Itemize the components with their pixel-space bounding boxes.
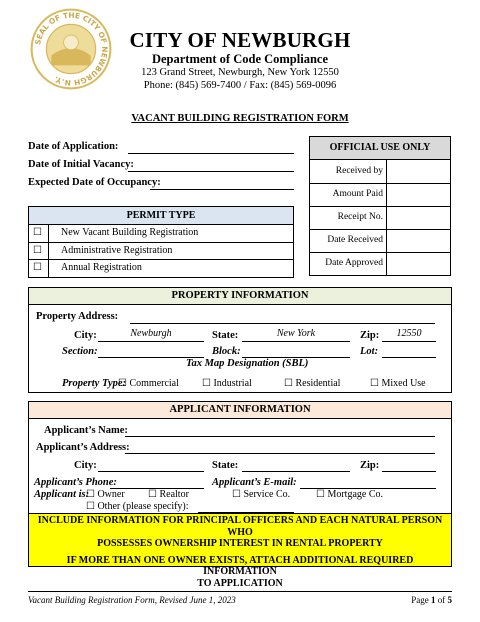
footer-page-number (392, 595, 452, 605)
property-type-commercial[interactable]: ☐ Commercial (118, 378, 179, 389)
applicant-zip-label: Zip: (360, 460, 380, 471)
department-name: Department of Code Compliance (151, 52, 328, 66)
applicant-role-mortgage-co[interactable]: ☐ Mortgage Co. (316, 489, 384, 500)
permit-admin-label: Administrative Registration (61, 245, 173, 256)
department-phone: Phone: (845) 569-7400 / Fax: (845) 569-0096 (143, 80, 337, 91)
seal-ring-text: SEAL OF THE CITY OF NEWBURGH N.Y. (33, 10, 110, 88)
applicant-role-owner[interactable]: ☐ Owner (86, 489, 125, 500)
footer-form-name: Vacant Building Registration Form, Revised June 1, 2023 (28, 595, 236, 605)
applicant-state-label: State: (212, 460, 239, 471)
applicant-city-field[interactable] (98, 471, 204, 472)
official-row-date-approved: Date Approved (325, 258, 383, 268)
property-zip-field[interactable] (382, 341, 436, 342)
applicant-role-service-co[interactable]: ☐ Service Co. (232, 489, 291, 500)
official-use-heading: OFFICIAL USE ONLY (309, 136, 451, 160)
property-address-label: Property Address: (36, 311, 119, 322)
applicant-zip-field[interactable] (382, 471, 436, 472)
property-block-label: Block: (212, 346, 241, 357)
property-type-mixed-use[interactable]: ☐ Mixed Use (370, 378, 426, 389)
applicant-address-field[interactable] (125, 453, 435, 454)
date-application-label: Date of Application: (28, 141, 119, 152)
applicant-name-field[interactable] (125, 436, 435, 437)
property-type-residential[interactable]: ☐ Residential (284, 378, 341, 389)
department-address: 123 Grand Street, Newburgh, New York 12550 (141, 67, 339, 78)
notice-line-4: TO APPLICATION (197, 577, 283, 589)
applicant-heading: APPLICANT INFORMATION (29, 402, 451, 419)
property-city-field[interactable] (98, 341, 204, 342)
footer-page-current: 1 (431, 595, 436, 605)
permit-annual-checkbox[interactable]: ☐ (33, 262, 42, 273)
notice-line-2: POSSESSES OWNERSHIP INTEREST IN RENTAL PROPERTY (97, 538, 383, 549)
property-zip-value: 12550 (396, 328, 422, 339)
official-row-date-received: Date Received (327, 235, 383, 245)
official-row-amount-paid: Amount Paid (332, 189, 383, 199)
permit-annual-label: Annual Registration (61, 262, 142, 273)
footer-page-mid: of (435, 595, 448, 605)
property-state-value: New York (276, 328, 316, 339)
date-occupancy-label: Expected Date of Occupancy: (28, 177, 161, 188)
city-title: CITY OF NEWBURGH (129, 28, 351, 52)
property-lot-label: Lot: (360, 346, 379, 357)
applicant-state-field[interactable] (242, 471, 350, 472)
date-application-field[interactable] (128, 153, 294, 154)
ownership-notice (29, 513, 451, 589)
official-row-receipt-no: Receipt No. (337, 212, 383, 222)
applicant-address-label: Applicant’s Address: (36, 442, 130, 453)
property-state-label: State: (212, 330, 239, 341)
applicant-phone-label: Applicant’s Phone: (34, 477, 117, 488)
permit-type-heading: PERMIT TYPE (29, 207, 293, 225)
property-state-field[interactable] (242, 341, 350, 342)
applicant-email-label: Applicant’s E-mail: (212, 477, 297, 488)
permit-admin-checkbox[interactable]: ☐ (33, 245, 42, 256)
applicant-role-realtor[interactable]: ☐ Realtor (148, 489, 189, 500)
applicant-name-label: Applicant’s Name: (44, 425, 128, 436)
property-type-industrial[interactable]: ☐ Industrial (202, 378, 252, 389)
form-title: VACANT BUILDING REGISTRATION FORM (131, 113, 349, 124)
footer-page-prefix: Page (411, 595, 431, 605)
permit-new-checkbox[interactable]: ☐ (33, 227, 42, 238)
property-city-label: City: (74, 330, 97, 341)
notice-line-1: INCLUDE INFORMATION FOR PRINCIPAL OFFICERS AND EACH NATURAL PERSON WHO (37, 515, 443, 538)
property-heading: PROPERTY INFORMATION (29, 288, 451, 305)
footer-page-total: 5 (447, 595, 452, 605)
date-occupancy-field[interactable] (150, 189, 294, 190)
notice-line-3: IF MORE THAN ONE OWNER EXISTS, ATTACH ADDITIONAL REQUIRED INFORMATION (66, 554, 414, 577)
property-zip-label: Zip: (360, 330, 380, 341)
permit-new-label: New Vacant Building Registration (61, 227, 199, 238)
property-lot-field[interactable] (382, 357, 436, 358)
permit-type-table (28, 206, 294, 278)
property-address-field[interactable] (130, 323, 435, 324)
applicant-city-label: City: (74, 460, 97, 471)
official-row-received-by: Received by (335, 166, 383, 176)
date-vacancy-field[interactable] (128, 171, 294, 172)
official-use-table (309, 159, 451, 276)
applicant-is-label: Applicant is: (34, 489, 90, 500)
applicant-role-other[interactable]: ☐ Other (please specify): (86, 501, 189, 512)
property-type-label: Property Type: (62, 378, 127, 389)
footer-divider (28, 591, 452, 592)
property-sbl-label: Tax Map Designation (SBL) (186, 358, 309, 369)
property-section-label: Section: (62, 346, 98, 357)
date-vacancy-label: Date of Initial Vacancy: (28, 159, 134, 170)
property-city-value: Newburgh (130, 328, 172, 339)
